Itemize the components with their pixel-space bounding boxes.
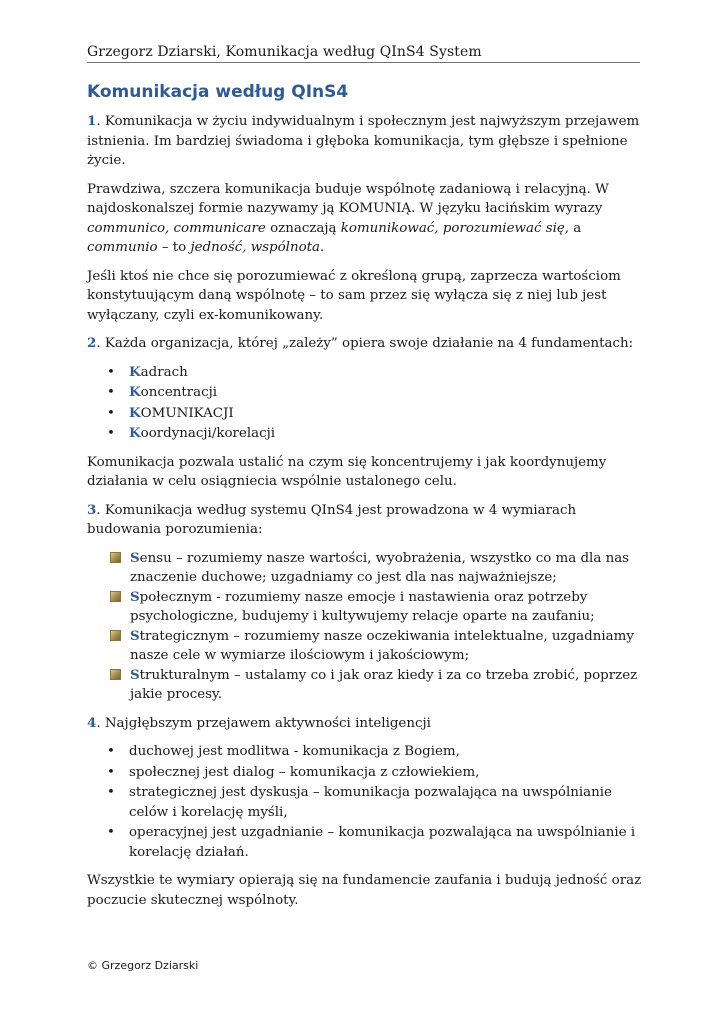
page-footer: [87, 959, 198, 973]
list-item: Strategicznym – rozumiemy nasze oczekiwania intelektualne, uzgadniamy nasze cele w wymiarze ilościowym i jakościowym;: [87, 627, 642, 666]
footer-author: Grzegorz Dziarski: [98, 959, 199, 972]
dimensions-list: [87, 549, 642, 705]
section-2-number: 2: [87, 335, 97, 351]
list-item: • Koordynacji/korelacji: [87, 424, 642, 444]
section-1-paragraph-3: Jeśli ktoś nie chce się porozumiewać z określoną grupą, zaprzecza wartościom konstytuującym daną wspólnotę – to sam przez się wyłącza się z niej lub jest wyłączany, czyli ex-komunikowany.: [87, 268, 621, 323]
bullet-dot-icon: •: [107, 825, 115, 840]
list-item: Sensu – rozumiemy nasze wartości, wyobrażenia, wszystko co ma dla nas znaczenie duchowe; uzgadniamy co jest dla nas najważniejsze;: [87, 549, 642, 588]
document-body: [87, 81, 642, 919]
bullet-dot-icon: •: [107, 785, 115, 800]
section-2-outro: Komunikacja pozwala ustalić na czym się koncentrujemy i jak koordynujemy działania w celu osiągniecia wspólnie ustalonego celu.: [87, 454, 607, 489]
bullet-dot-icon: •: [107, 764, 115, 780]
list-item: • KOMUNIKACJI: [87, 404, 642, 424]
section-1-paragraph-1: 1. Komunikacja w życiu indywidualnym i społecznym jest najwyższym przejawem istnienia. Im bardziej świadoma i głęboka komunikacja, tym głębsze i spełnione życie.: [87, 113, 640, 168]
bullet-dot-icon: •: [107, 364, 115, 380]
fundamentals-list: [87, 363, 642, 444]
document-title: Komunikacja według QInS4: [87, 82, 349, 102]
section-1-paragraph-2: Prawdziwa, szczera komunikacja buduje wspólnotę zadaniową i relacyjną. W najdoskonalszej formie nazywamy ją KOMUNIĄ. W języku łacińskim wyrazy communico, communicare oznaczają komunikować, porozumiewać się, a communio – to jedność, wspólnota.: [87, 181, 609, 255]
list-item: • operacyjnej jest uzgadnianie – komunikacja pozwalająca na uwspólnianie i korelację działań.: [107, 825, 636, 860]
bullet-dot-icon: •: [107, 385, 115, 400]
list-item: • strategicznej jest dyskusja – komunikacja pozwalająca na uwspólnianie celów i korelację myśli,: [107, 785, 612, 820]
section-3-number: 3: [87, 501, 97, 518]
section-4-number: 4: [87, 714, 97, 731]
section-4-intro: 4. Najgłębszym przejawem aktywności inteligencji: [87, 714, 431, 731]
list-item: • Kadrach: [87, 363, 642, 383]
bullet-dot-icon: •: [107, 405, 115, 421]
square-bullet-icon: [110, 630, 121, 641]
list-item: • społecznej jest dialog – komunikacja z człowiekiem,: [87, 763, 642, 783]
list-item: • duchowej jest modlitwa - komunikacja z Bogiem,: [87, 742, 642, 762]
section-1-number: 1: [87, 113, 97, 129]
running-header: Grzegorz Dziarski, Komunikacja według QInS4 System: [87, 43, 640, 63]
bullet-dot-icon: •: [107, 744, 115, 759]
intelligence-list: [87, 742, 642, 862]
list-item: Społecznym - rozumiemy nasze emocje i nastawienia oraz potrzeby psychologiczne, budujemy i kultywujemy relacje oparte na zaufaniu;: [87, 588, 642, 627]
list-item: Strukturalnym – ustalamy co i jak oraz kiedy i za co trzeba zrobić, poprzez jakie procesy.: [87, 666, 642, 705]
copyright-icon: ©: [87, 959, 98, 972]
square-bullet-icon: [110, 669, 121, 680]
section-4-outro: Wszystkie te wymiary opierają się na fundamencie zaufania i budują jedność oraz poczucie skutecznej wspólnoty.: [87, 873, 642, 908]
list-item: • Koncentracji: [87, 383, 642, 403]
section-3-intro: 3. Komunikacja według systemu QInS4 jest prowadzona w 4 wymiarach budowania porozumienia:: [87, 501, 577, 537]
section-2-intro: 2. Każda organizacja, której „zależy” opiera swoje działanie na 4 fundamentach:: [87, 335, 634, 351]
bullet-dot-icon: •: [107, 426, 115, 441]
square-bullet-icon: [110, 591, 121, 602]
square-bullet-icon: [110, 552, 121, 563]
